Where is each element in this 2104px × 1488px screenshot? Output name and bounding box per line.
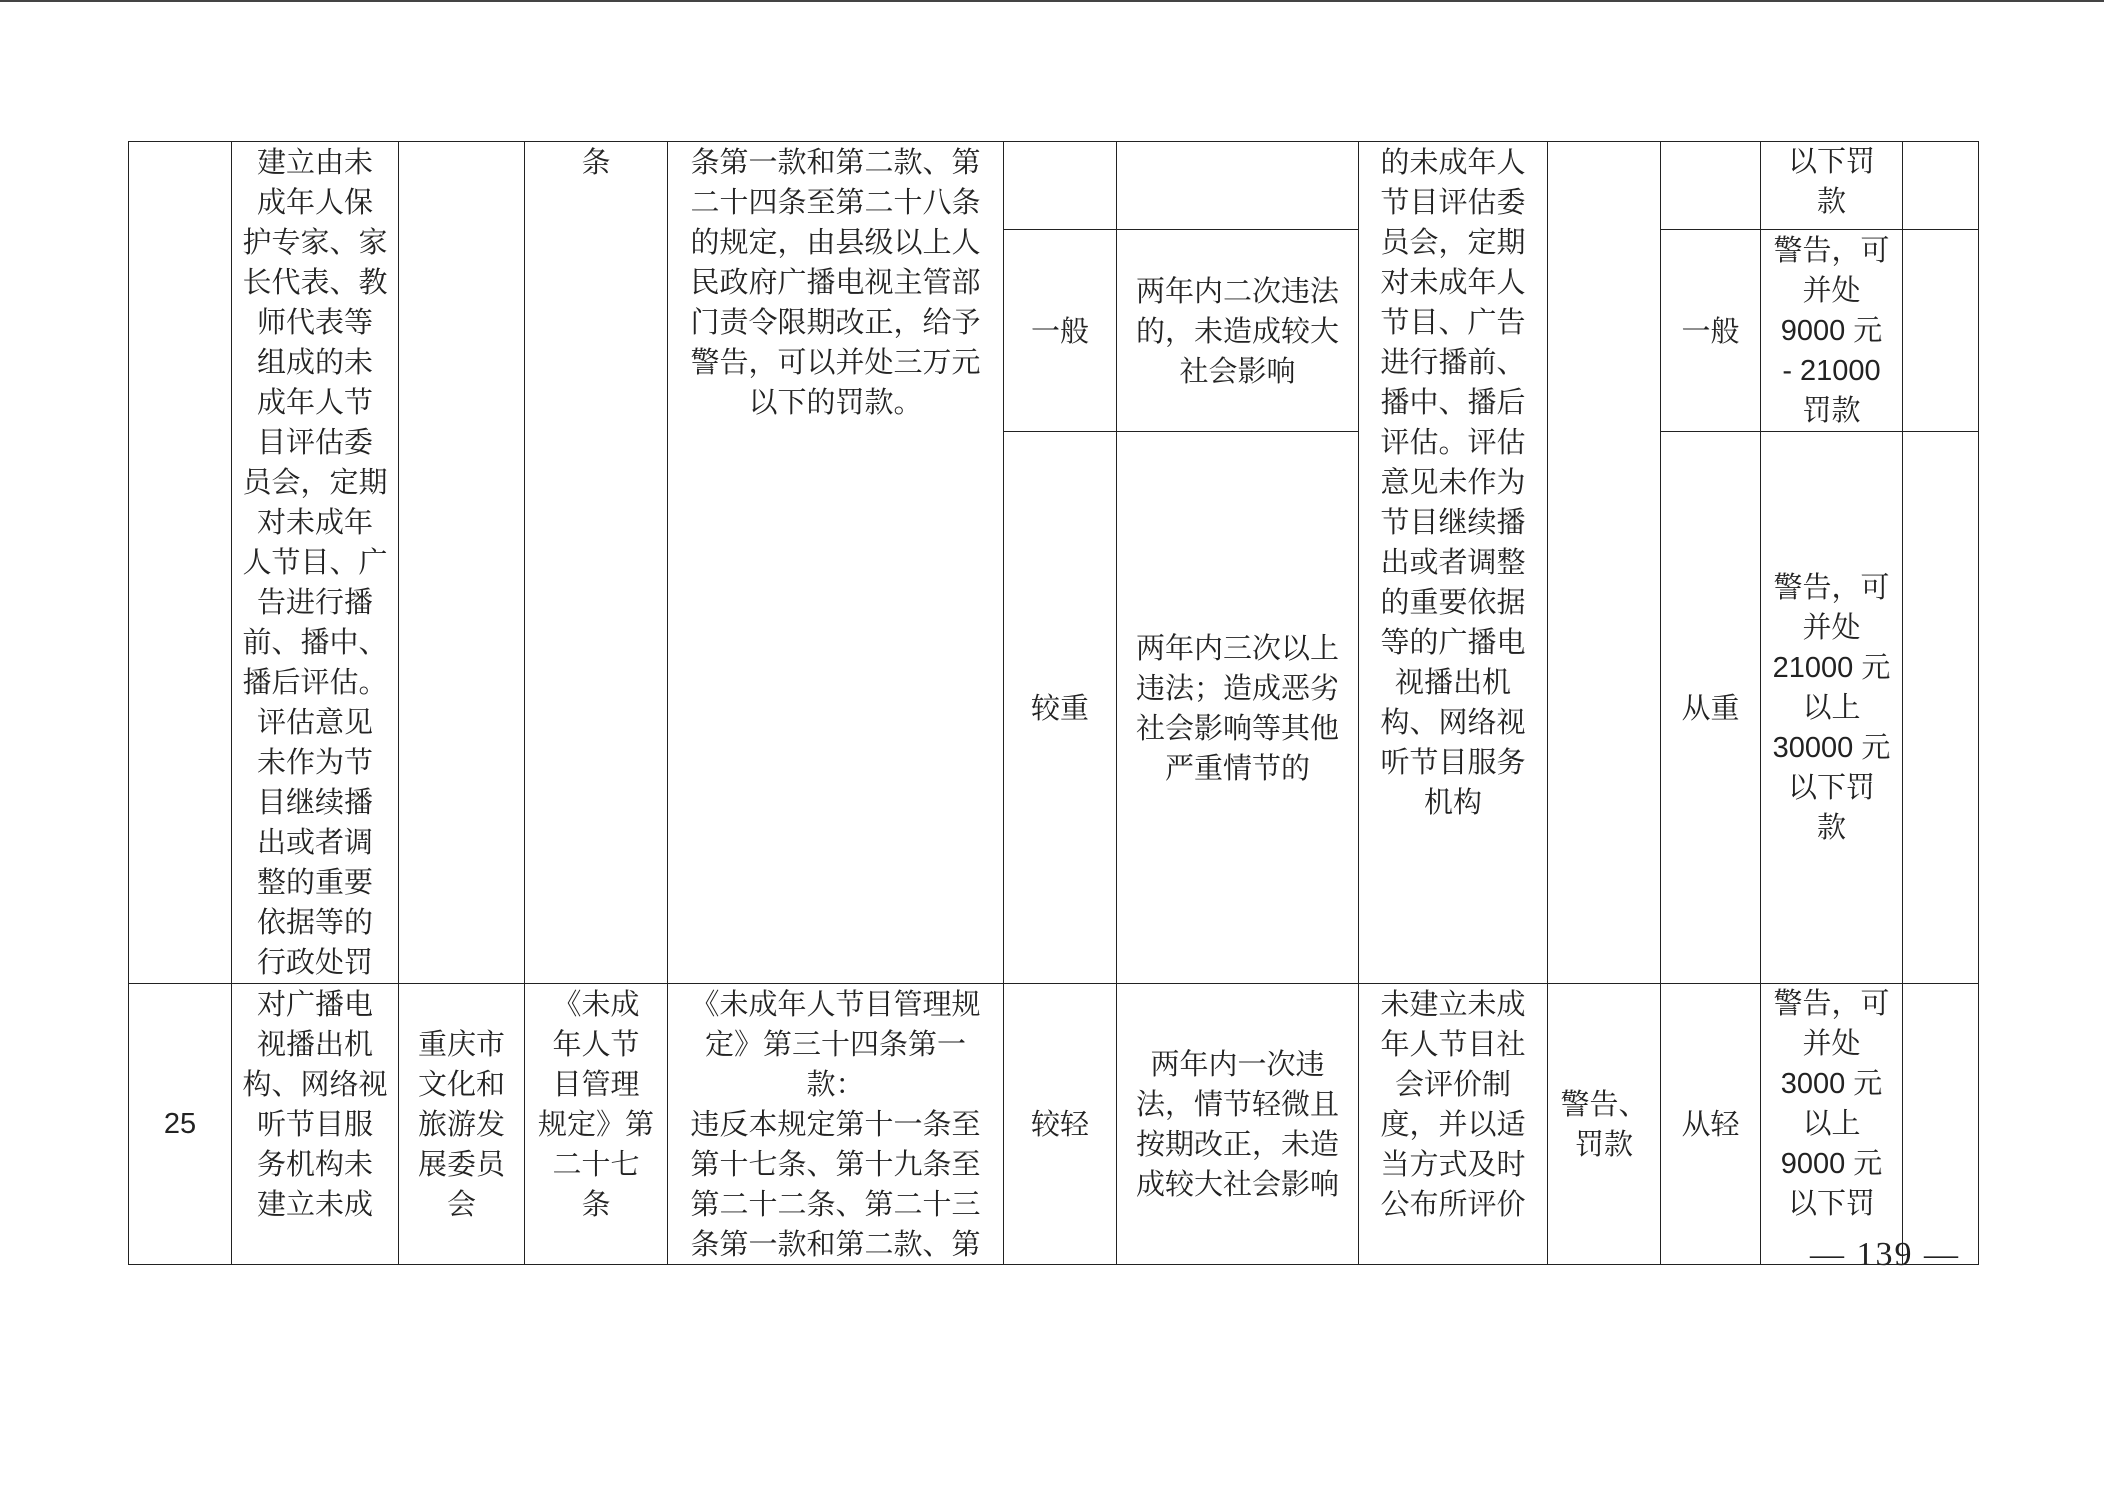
cell-penalty-provision: 《未成年人节目管理规 定》第三十四条第一款： 违反本规定第十一条至 第十七条、第十九条至 第二十二条、第二十三 条第一款和第二款、第 [668, 984, 1004, 1265]
cell-target: 的未成年人 节目评估委 员会，定期 对未成年人 节目、广告 进行播前、 播中、播后 评估。评估 意见未作为 节目继续播 出或者调整 的重要依据 等的广播电 视播出机 构、网络视 听节目服务 机构 [1359, 142, 1548, 984]
cell-number [129, 142, 232, 984]
cell-applicable-level: 一般 [1661, 230, 1761, 432]
cell-matter: 对广播电 视播出机 构、网络视 听节目服 务机构未 建立未成 [232, 984, 399, 1265]
cell-standard: 以下罚 款 [1761, 142, 1903, 230]
cell-remark [1903, 230, 1979, 432]
cell-standard: 警告，可 并处 3000 元 以上 9000 元 以下罚 [1761, 984, 1903, 1265]
cell-target: 未建立未成 年人节目社 会评价制 度，并以适 当方式及时 公布所评价 [1359, 984, 1548, 1265]
cell-applicable-level [1661, 142, 1761, 230]
cell-level: 较轻 [1004, 984, 1117, 1265]
cell-standard: 警告，可 并处 21000 元 以上 30000 元 以下罚 款 [1761, 432, 1903, 984]
cell-penalty-provision: 条第一款和第二款、第 二十四条至第二十八条 的规定，由县级以上人 民政府广播电视主管部 门责令限期改正，给予 警告，可以并处三万元 以下的罚款。 [668, 142, 1004, 984]
page-number: — 139 — [1810, 1236, 1960, 1273]
cell-basis: 《未成 年人节 目管理 规定》第 二十七 条 [525, 984, 668, 1265]
cell-number: 25 [129, 984, 232, 1265]
cell-department: 重庆市 文化和 旅游发 展委员 会 [399, 984, 525, 1265]
cell-level: 一般 [1004, 230, 1117, 432]
top-border-line [0, 0, 2104, 2]
cell-penalty-type: 警告、 罚款 [1548, 984, 1661, 1265]
cell-remark [1903, 984, 1979, 1265]
table-row-continued [129, 142, 1979, 230]
cell-penalty-type [1548, 142, 1661, 984]
cell-level [1004, 142, 1117, 230]
cell-basis: 条 [525, 142, 668, 984]
penalty-discretion-table [128, 141, 1979, 1265]
cell-remark [1903, 432, 1979, 984]
cell-level: 较重 [1004, 432, 1117, 984]
cell-standard: 警告，可 并处 9000 元 - 21000 罚款 [1761, 230, 1903, 432]
cell-remark [1903, 142, 1979, 230]
cell-applicable-level: 从重 [1661, 432, 1761, 984]
cell-circumstance: 两年内一次违 法，情节轻微且 按期改正，未造 成较大社会影响 [1117, 984, 1359, 1265]
cell-circumstance: 两年内三次以上 违法；造成恶劣 社会影响等其他 严重情节的 [1117, 432, 1359, 984]
cell-matter: 建立由未 成年人保 护专家、家 长代表、教 师代表等 组成的未 成年人节 目评估委 员会，定期 对未成年 人节目、广 告进行播 前、播中、 播后评估。 评估意见 未作为节 目继续播 出或者调 整的重要 依据等的 行政处罚 [232, 142, 399, 984]
cell-circumstance: 两年内二次违法 的，未造成较大 社会影响 [1117, 230, 1359, 432]
cell-circumstance [1117, 142, 1359, 230]
table-row-25 [129, 984, 1979, 1265]
cell-applicable-level: 从轻 [1661, 984, 1761, 1265]
cell-department [399, 142, 525, 984]
